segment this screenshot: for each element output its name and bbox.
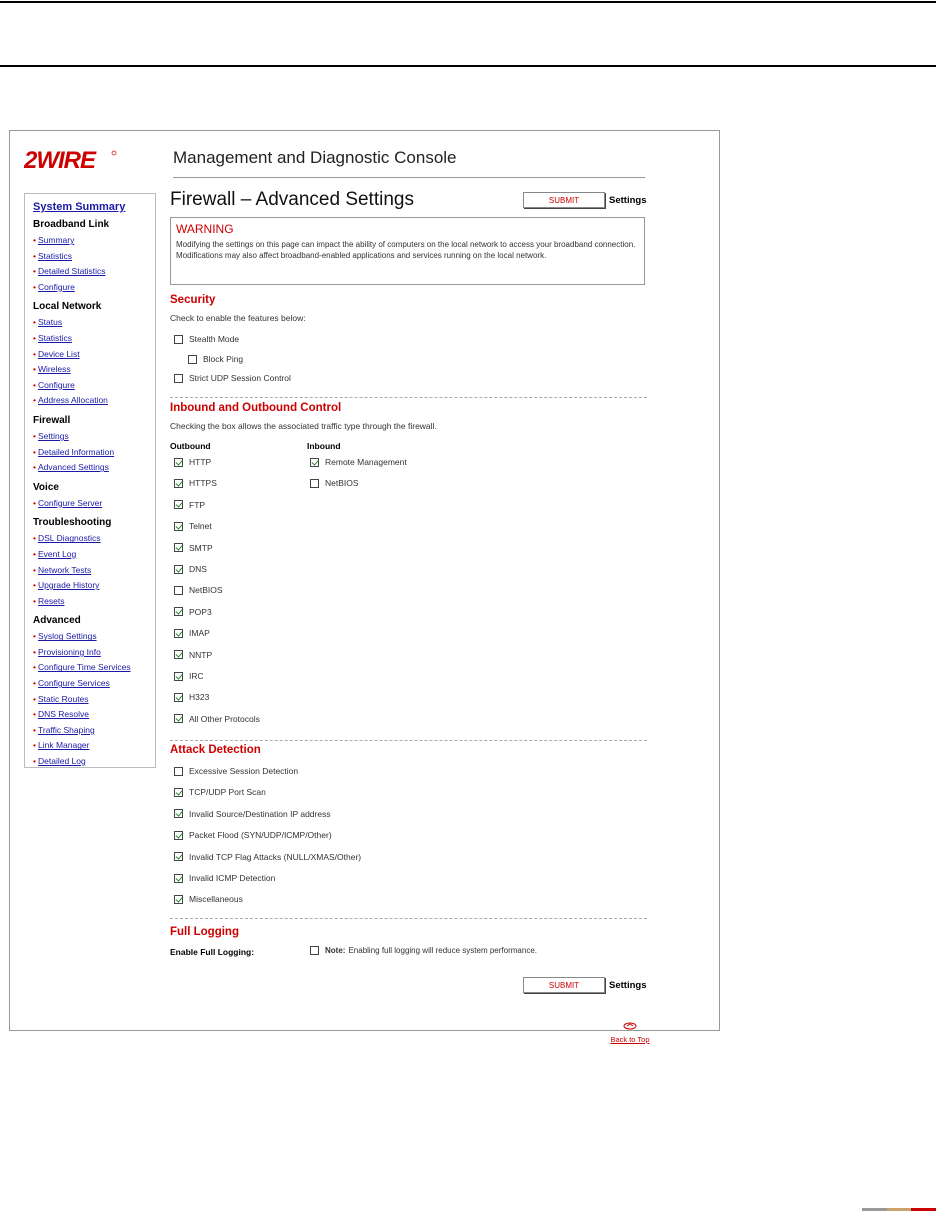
console-title: Management and Diagnostic Console: [173, 148, 457, 167]
outbound-https-row: [174, 478, 217, 488]
outbound-smtp-checkbox[interactable]: [174, 543, 183, 552]
sidebar-item-provisioning-info[interactable]: Provisioning Info: [37, 646, 101, 657]
sidebar-item-row: [33, 629, 155, 645]
outbound-all-other-protocols-row: [174, 714, 260, 724]
outbound-http-checkbox[interactable]: [174, 458, 183, 467]
outbound-h323-checkbox[interactable]: [174, 693, 183, 702]
block-ping-label: Block Ping: [203, 354, 244, 364]
sidebar-item-detailed-log[interactable]: Detailed Log: [37, 756, 86, 767]
sidebar-item-dsl-diagnostics[interactable]: DSL Diagnostics: [37, 533, 101, 544]
bullet-icon: •: [33, 364, 36, 375]
bullet-icon: •: [33, 348, 36, 359]
submit-side-label: Settings: [609, 194, 647, 206]
sidebar-item-row: [33, 460, 155, 476]
outbound-https-checkbox[interactable]: [174, 479, 183, 488]
inbound-netbios-row: [310, 478, 359, 488]
sidebar-group-troubleshooting: Troubleshooting: [33, 517, 112, 529]
sidebar-item-row: [33, 315, 155, 331]
outbound-all-other-protocols-label: All Other Protocols: [189, 713, 260, 724]
outbound-nntp-checkbox[interactable]: [174, 650, 183, 659]
traffic-desc: Checking the box allows the associated traffic type through the firewall.: [170, 421, 437, 431]
outbound-smtp-label: SMTP: [189, 542, 213, 553]
outbound-imap-row: [174, 628, 210, 638]
sidebar-item-dns-resolve[interactable]: DNS Resolve: [37, 709, 90, 720]
attack-invalid-icmp-detection-row: [174, 873, 275, 883]
outbound-netbios-checkbox[interactable]: [174, 586, 183, 595]
outbound-http-row: [174, 457, 211, 467]
header-rule-page: [0, 65, 936, 67]
outbound-dns-label: DNS: [189, 564, 207, 574]
sidebar-item-configure-time-services[interactable]: Configure Time Services: [37, 662, 131, 673]
outbound-telnet-row: [174, 521, 212, 531]
attack-invalid-source-destination-ip-address-label: Invalid Source/Destination IP address: [189, 808, 331, 819]
attack-invalid-tcp-flag-attacks-null-xmas-other-label: Invalid TCP Flag Attacks (NULL/XMAS/Other): [189, 851, 362, 862]
submit-side-label: Settings: [609, 979, 647, 991]
sidebar-item-row: [33, 249, 155, 265]
inbound-netbios-label: NetBIOS: [325, 478, 359, 489]
warning-box: [170, 217, 645, 285]
sidebar-item-address-allocation[interactable]: Address Allocation: [37, 395, 108, 406]
bullet-icon: •: [33, 564, 36, 575]
sidebar-item-row: [33, 264, 155, 280]
bullet-icon: •: [33, 235, 36, 245]
sidebar-item-row: [33, 645, 155, 661]
outbound-telnet-checkbox[interactable]: [174, 522, 183, 531]
outbound-header: Outbound: [170, 441, 211, 451]
header-divider: [173, 177, 645, 178]
sidebar-item-summary[interactable]: Summary: [37, 235, 75, 245]
outbound-h323-row: [174, 692, 209, 702]
logging-title: Full Logging: [170, 926, 239, 938]
attack-excessive-session-detection-checkbox[interactable]: [174, 767, 183, 776]
bullet-icon: •: [33, 317, 36, 328]
attack-tcp-udp-port-scan-label: TCP/UDP Port Scan: [189, 787, 266, 798]
block-ping-checkbox[interactable]: [188, 355, 197, 364]
security-desc: Check to enable the features below:: [170, 313, 306, 323]
outbound-dns-row: [174, 564, 207, 574]
bullet-icon: •: [33, 548, 36, 559]
back-to-top-link[interactable]: [610, 1017, 650, 1044]
bullet-icon: •: [33, 533, 36, 544]
bullet-icon: •: [33, 462, 36, 473]
attack-invalid-source-destination-ip-address-checkbox[interactable]: [174, 809, 183, 818]
logging-label: Enable Full Logging:: [170, 947, 255, 957]
attack-miscellaneous-checkbox[interactable]: [174, 895, 183, 904]
stealth-mode-label: Stealth Mode: [189, 334, 240, 344]
bullet-icon: •: [33, 693, 36, 704]
sidebar-item-row: [33, 578, 155, 594]
sidebar-item-resets[interactable]: Resets: [37, 595, 65, 606]
sidebar-item-row: [33, 496, 155, 512]
bullet-icon: •: [33, 281, 36, 292]
sidebar-nav: [24, 193, 156, 768]
security-title: Security: [170, 294, 216, 306]
traffic-title: Inbound and Outbound Control: [170, 402, 342, 414]
strict-udp-session-control-row: [174, 373, 291, 383]
outbound-irc-row: [174, 671, 204, 681]
attack-invalid-tcp-flag-attacks-null-xmas-other-checkbox[interactable]: [174, 852, 183, 861]
outbound-telnet-label: Telnet: [189, 521, 212, 532]
inbound-remote-management-checkbox[interactable]: [310, 458, 319, 467]
sidebar-system-summary[interactable]: System Summary: [33, 201, 126, 213]
attack-invalid-source-destination-ip-address-row: [174, 809, 331, 819]
sidebar-item-device-list[interactable]: Device List: [37, 348, 80, 359]
bullet-icon: •: [33, 497, 36, 508]
bullet-icon: •: [33, 250, 36, 261]
sidebar-group-advanced: Advanced: [33, 615, 81, 627]
attack-miscellaneous-row: [174, 894, 243, 904]
outbound-netbios-row: [174, 585, 223, 595]
outbound-h323-label: H323: [189, 692, 210, 703]
sidebar-item-row: [33, 723, 155, 739]
sidebar-item-row: [33, 280, 155, 296]
bullet-icon: •: [33, 756, 36, 767]
logging-note-label: Note:: [325, 946, 346, 955]
sidebar-item-row: [33, 362, 155, 378]
outbound-ftp-row: [174, 500, 205, 510]
bullet-icon: •: [33, 395, 36, 406]
bullet-icon: •: [33, 332, 36, 343]
sidebar-item-row: [33, 692, 155, 708]
outbound-ftp-label: FTP: [189, 499, 206, 510]
sidebar-item-configure[interactable]: Configure: [37, 379, 75, 390]
outbound-all-other-protocols-checkbox[interactable]: [174, 714, 183, 723]
sidebar-item-configure[interactable]: Configure: [37, 281, 75, 292]
sidebar-item-row: [33, 331, 155, 347]
inbound-remote-management-row: [310, 457, 407, 467]
inbound-header: Inbound: [307, 441, 341, 451]
sidebar-item-configure-services[interactable]: Configure Services: [37, 678, 110, 689]
attack-excessive-session-detection-row: [174, 766, 298, 776]
bullet-icon: •: [33, 646, 36, 657]
attack-packet-flood-syn-udp-icmp-other-checkbox[interactable]: [174, 831, 183, 840]
sidebar-item-row: [33, 347, 155, 363]
bullet-icon: •: [33, 724, 36, 735]
full-logging-checkbox[interactable]: [310, 946, 319, 955]
submit-row-bottom: [523, 977, 646, 993]
sidebar-item-row: [33, 547, 155, 563]
warning-text: Modifying the settings on this page can impact the ability of computers on the local network to access your broadband connection. Modifications may also affect broadband-enabled applications and services running on the local network.: [176, 240, 636, 260]
stealth-mode-checkbox[interactable]: [174, 335, 183, 344]
outbound-netbios-label: NetBIOS: [189, 585, 223, 596]
bullet-icon: •: [33, 631, 36, 642]
sidebar-item-row: [33, 531, 155, 547]
outbound-irc-checkbox[interactable]: [174, 672, 183, 681]
outbound-irc-label: IRC: [189, 671, 204, 681]
sidebar-group-voice: Voice: [33, 481, 59, 493]
submit-button-top[interactable]: SUBMIT: [523, 192, 605, 208]
divider: [170, 397, 647, 398]
strict-udp-session-control-checkbox[interactable]: [174, 374, 183, 383]
attack-tcp-udp-port-scan-checkbox[interactable]: [174, 788, 183, 797]
sidebar-item-row: [33, 378, 155, 394]
bullet-icon: •: [33, 740, 36, 751]
sidebar-item-advanced-settings[interactable]: Advanced Settings: [37, 462, 109, 473]
bullet-icon: •: [33, 595, 36, 606]
sidebar-groups: [33, 219, 155, 770]
top-rule: [0, 1, 936, 3]
sidebar-group-local-network: Local Network: [33, 301, 102, 313]
outbound-imap-label: IMAP: [189, 628, 210, 639]
back-to-top-label: Back to Top: [610, 1035, 650, 1044]
sidebar-item-row: [33, 738, 155, 754]
sidebar-item-row: [33, 676, 155, 692]
outbound-https-label: HTTPS: [189, 478, 217, 489]
sidebar-item-row: [33, 660, 155, 676]
bullet-icon: •: [33, 379, 36, 390]
sidebar-item-network-tests[interactable]: Network Tests: [37, 564, 92, 575]
attack-title: Attack Detection: [170, 744, 261, 756]
sidebar-item-row: [33, 445, 155, 461]
sidebar-item-upgrade-history[interactable]: Upgrade History: [37, 580, 100, 591]
bullet-icon: •: [33, 266, 36, 277]
block-ping-row: [188, 354, 243, 364]
outbound-nntp-row: [174, 650, 212, 660]
sidebar-item-traffic-shaping[interactable]: Traffic Shaping: [37, 724, 95, 735]
sidebar-item-statistics[interactable]: Statistics: [37, 332, 72, 343]
attack-invalid-icmp-detection-label: Invalid ICMP Detection: [189, 873, 276, 883]
sidebar-item-static-routes[interactable]: Static Routes: [37, 693, 89, 704]
attack-packet-flood-syn-udp-icmp-other-label: Packet Flood (SYN/UDP/ICMP/Other): [189, 830, 332, 841]
logging-row: [310, 946, 537, 955]
sidebar-group-broadband-link: Broadband Link: [33, 219, 110, 230]
outbound-nntp-label: NNTP: [189, 649, 213, 660]
attack-packet-flood-syn-udp-icmp-other-row: [174, 830, 332, 840]
sidebar-item-statistics[interactable]: Statistics: [37, 250, 72, 261]
sidebar-item-detailed-information[interactable]: Detailed Information: [37, 446, 115, 457]
submit-row-top: [523, 192, 646, 208]
attack-invalid-icmp-detection-checkbox[interactable]: [174, 874, 183, 883]
outbound-imap-checkbox[interactable]: [174, 629, 183, 638]
bullet-icon: •: [33, 430, 36, 441]
submit-button-bottom[interactable]: SUBMIT: [523, 977, 605, 993]
back-to-top-icon: [623, 1022, 637, 1030]
2wire-logo: [24, 147, 118, 173]
divider: [170, 918, 647, 919]
sidebar-group-firewall: Firewall: [33, 414, 71, 426]
outbound-pop3-checkbox[interactable]: [174, 607, 183, 616]
attack-tcp-udp-port-scan-row: [174, 787, 266, 797]
inbound-remote-management-label: Remote Management: [325, 457, 407, 467]
sidebar-item-row: [33, 563, 155, 579]
attack-miscellaneous-label: Miscellaneous: [189, 894, 243, 905]
sidebar-item-row: [33, 393, 155, 409]
bullet-icon: •: [33, 678, 36, 689]
logo-text: 2WIRE: [24, 147, 96, 173]
attack-invalid-tcp-flag-attacks-null-xmas-other-row: [174, 852, 361, 862]
outbound-dns-checkbox[interactable]: [174, 565, 183, 574]
strict-udp-session-control-label: Strict UDP Session Control: [189, 373, 291, 383]
attack-excessive-session-detection-label: Excessive Session Detection: [189, 766, 299, 776]
sidebar-item-wireless[interactable]: Wireless: [37, 364, 71, 375]
page-title: Firewall – Advanced Settings: [170, 189, 414, 210]
sidebar-item-row: [33, 754, 155, 770]
sidebar-item-syslog-settings[interactable]: Syslog Settings: [37, 631, 97, 642]
divider: [170, 740, 647, 741]
screenshot-frame: [9, 130, 720, 1044]
bullet-icon: •: [33, 709, 36, 720]
bullet-icon: •: [33, 662, 36, 673]
sidebar-item-settings[interactable]: Settings: [37, 430, 69, 441]
sidebar-item-row: [33, 594, 155, 610]
stealth-mode-row: [174, 334, 239, 344]
sidebar-item-row: [33, 233, 155, 249]
sidebar-item-row: [33, 707, 155, 723]
footer-color-bar: [862, 1208, 936, 1211]
sidebar-item-row: [33, 429, 155, 445]
outbound-smtp-row: [174, 543, 213, 553]
outbound-pop3-label: POP3: [189, 606, 212, 617]
sidebar-item-configure-server[interactable]: Configure Server: [37, 497, 103, 508]
sidebar-item-status[interactable]: Status: [37, 317, 63, 328]
warning-title: WARNING: [176, 222, 234, 236]
bullet-icon: •: [33, 580, 36, 591]
outbound-ftp-checkbox[interactable]: [174, 500, 183, 509]
sidebar-item-detailed-statistics[interactable]: Detailed Statistics: [37, 266, 106, 277]
sidebar-item-event-log[interactable]: Event Log: [37, 548, 77, 559]
inbound-netbios-checkbox[interactable]: [310, 479, 319, 488]
logging-note-text: Enabling full logging will reduce system performance.: [348, 946, 537, 955]
outbound-pop3-row: [174, 607, 212, 617]
sidebar-item-link-manager[interactable]: Link Manager: [37, 740, 90, 751]
bullet-icon: •: [33, 446, 36, 457]
outbound-http-label: HTTP: [189, 457, 212, 467]
